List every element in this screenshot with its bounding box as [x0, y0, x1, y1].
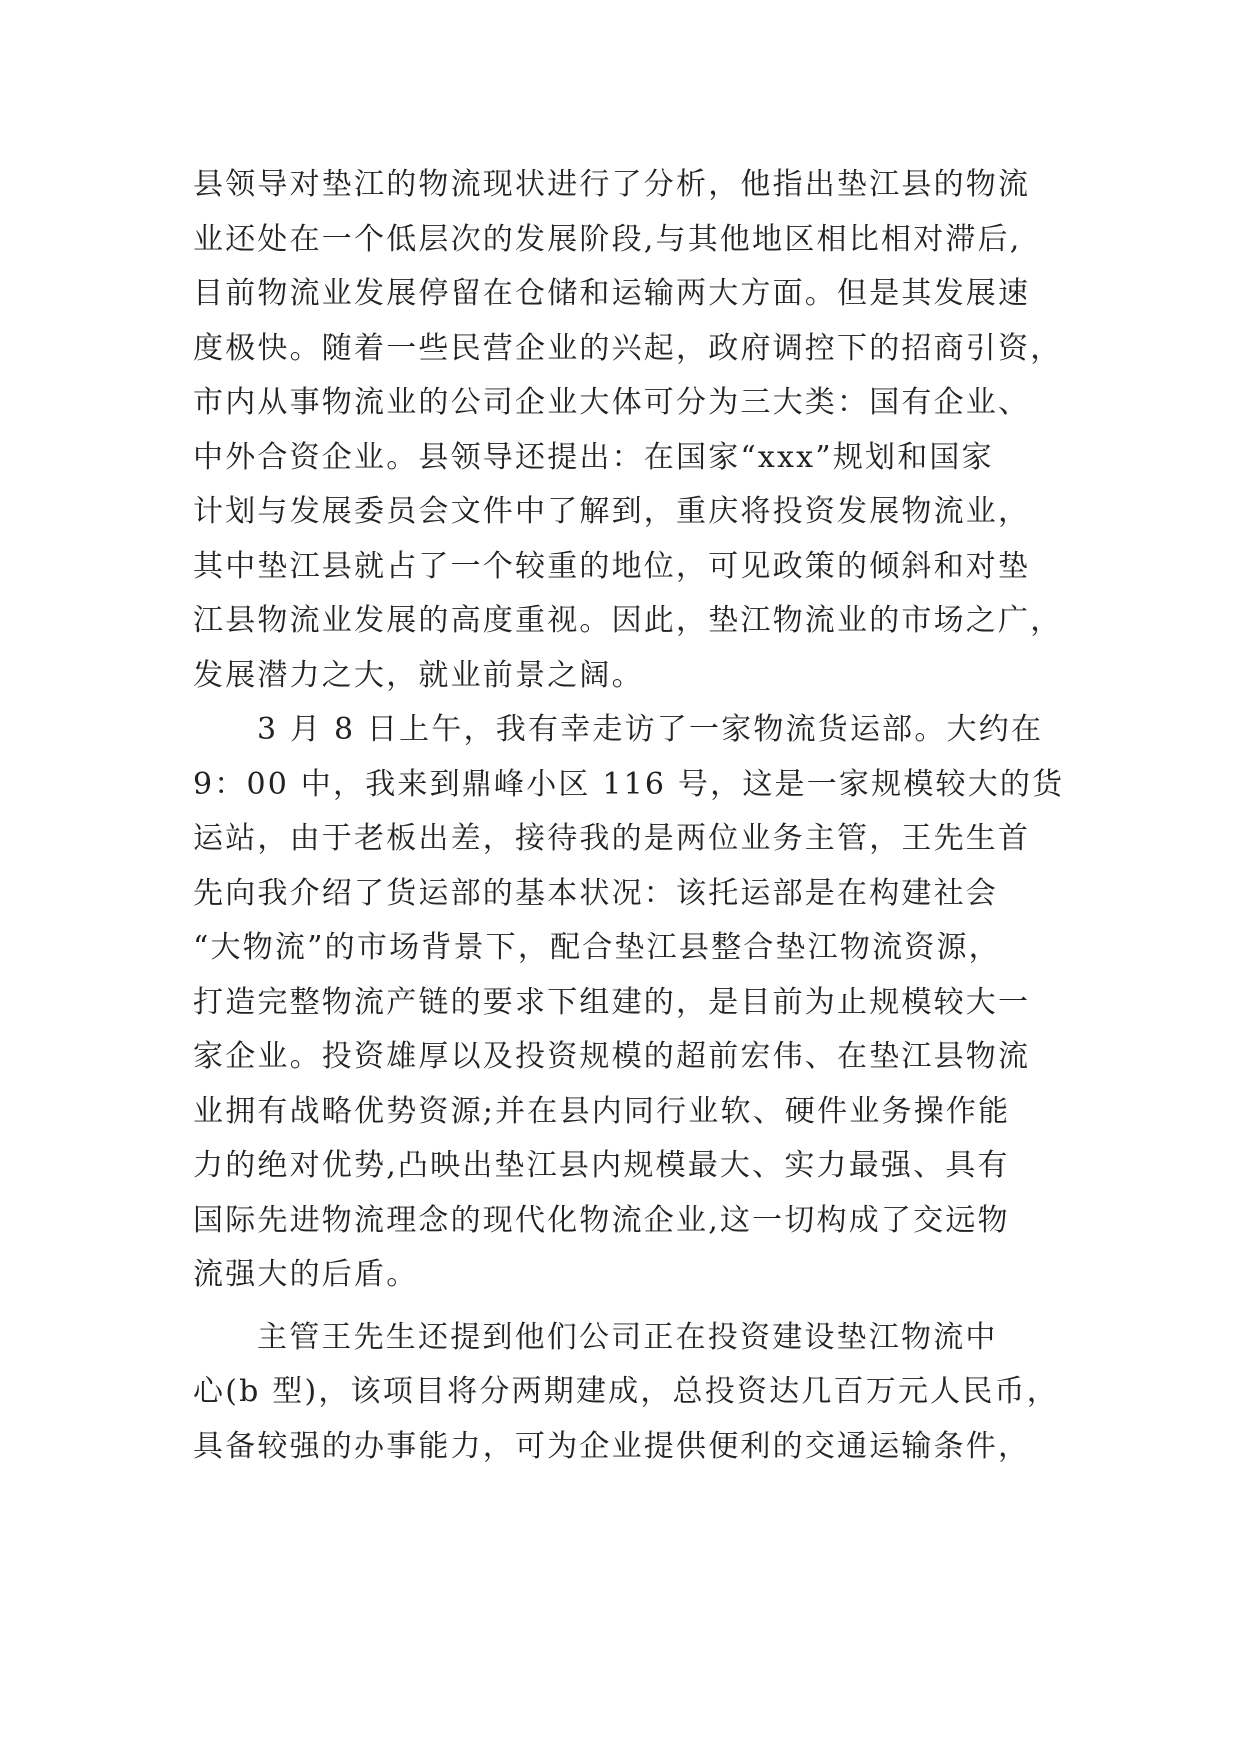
text-line: 业拥有战略优势资源;并在县内同行业软、硬件业务操作能	[193, 1093, 1011, 1129]
text-line: 国际先进物流理念的现代化物流企业,这一切构成了交远物	[193, 1202, 1010, 1238]
document-body	[193, 158, 1093, 1474]
text-line: 业还处在一个低层次的发展阶段,与其他地区相比相对滞后,	[193, 221, 1022, 257]
text-line: 市内从事物流业的公司企业大体可分为三大类：国有企业、	[193, 385, 1031, 420]
text-line: 中外合资企业。县领导还提出：在国家“xxx”规划和国家	[193, 439, 994, 475]
paragraph-1	[193, 158, 1093, 703]
text-line: “大物流”的市场背景下，配合垫江县整合垫江物流资源，	[193, 930, 1001, 965]
text-line: 9：00 中，我来到鼎峰小区 116 号，这是一家规模较大的货	[193, 766, 1065, 802]
paragraph-3	[193, 1311, 1093, 1475]
text-line: 发展潜力之大，就业前景之阔。	[193, 657, 644, 693]
text-line: 3 月 8 日上午，我有幸走访了一家物流货运部。大约在	[257, 712, 1044, 747]
text-line: 度极快。随着一些民营企业的兴起，政府调控下的招商引资，	[193, 330, 1063, 366]
text-line: 先向我介绍了货运部的基本状况：该托运部是在构建社会	[193, 875, 998, 911]
text-line: 江县物流业发展的高度重视。因此，垫江物流业的市场之广，	[193, 603, 1063, 638]
text-line: 目前物流业发展停留在仓储和运输两大方面。但是其发展速	[193, 276, 1031, 311]
text-line: 心(b 型)，该项目将分两期建成，总投资达几百万元人民币，	[193, 1374, 1059, 1409]
text-line: 打造完整物流产链的要求下组建的，是目前为止规模较大一	[193, 984, 1031, 1020]
text-line: 计划与发展委员会文件中了解到，重庆将投资发展物流业，	[193, 494, 1031, 529]
text-line: 县领导对垫江的物流现状进行了分析，他指出垫江县的物流	[193, 167, 1031, 202]
paragraph-2	[193, 703, 1093, 1303]
text-line: 其中垫江县就占了一个较重的地位，可见政策的倾斜和对垫	[193, 548, 1031, 584]
text-line: 主管王先生还提到他们公司正在投资建设垫江物流中	[257, 1319, 998, 1355]
text-line: 具备较强的办事能力，可为企业提供便利的交通运输条件，	[193, 1428, 1031, 1464]
text-line: 运站，由于老板出差，接待我的是两位业务主管，王先生首	[193, 821, 1031, 856]
text-line: 家企业。投资雄厚以及投资规模的超前宏伟、在垫江县物流	[193, 1039, 1031, 1074]
text-line: 流强大的后盾。	[193, 1257, 419, 1292]
text-line: 力的绝对优势,凸映出垫江县内规模最大、实力最强、具有	[193, 1148, 1010, 1183]
